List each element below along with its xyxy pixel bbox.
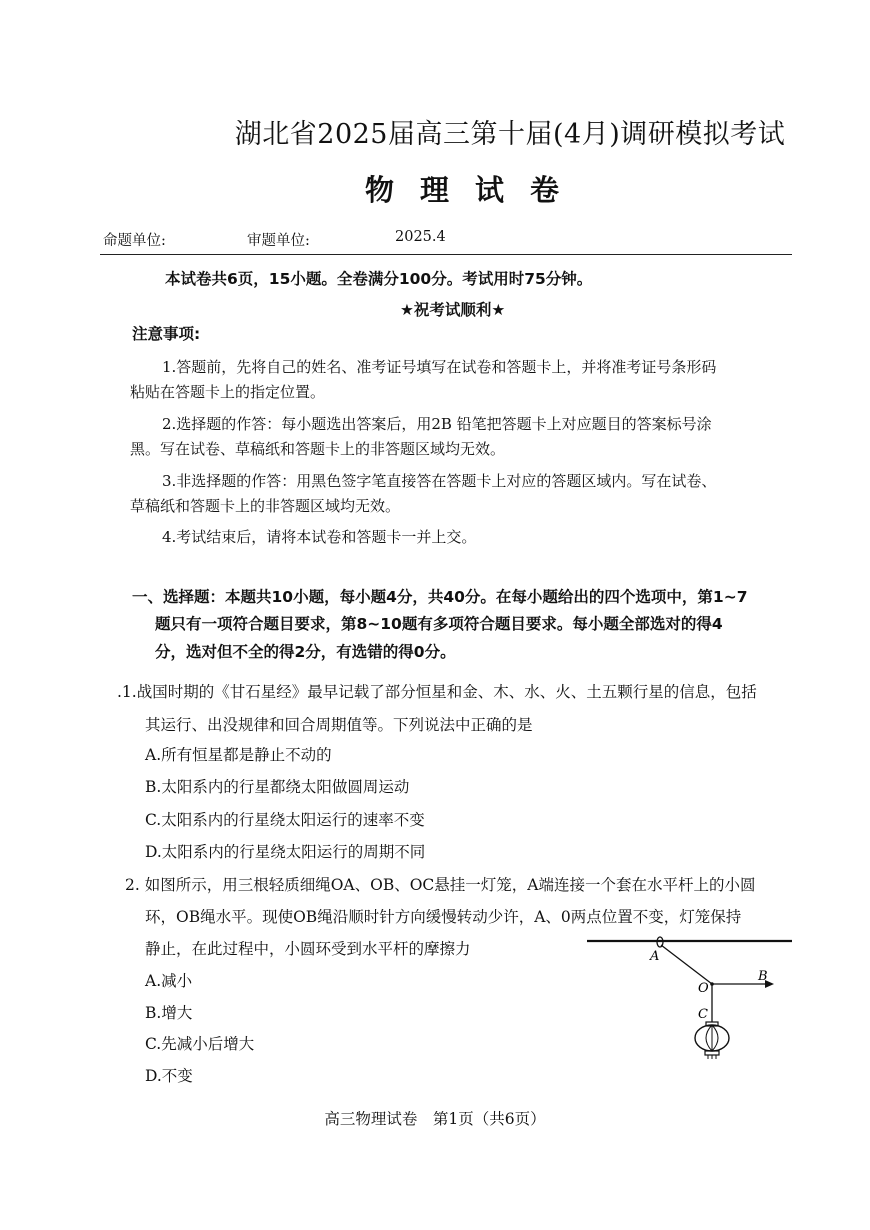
good-luck-line: ★祝考试顺利★ <box>400 301 506 319</box>
page-footer: 高三物理试卷 第1页（共6页） <box>324 1110 546 1128</box>
notice-item-3-line-2: 草稿纸和答题卡上的非答题区域均无效。 <box>130 497 401 515</box>
paper-title: 物理试卷 <box>364 173 585 207</box>
notice-item-2-line-1: 2.选择题的作答：每小题选出答案后，用2B 铅笔把答题卡上对应题目的答案标号涂 <box>162 415 712 433</box>
rope-oa <box>661 945 712 984</box>
section-1-line-2: 题只有一项符合题目要求，第8~10题有多项符合题目要求。每小题全部选对的得4 <box>155 615 723 633</box>
notice-item-3-line-1: 3.非选择题的作答：用黑色签字笔直接答在答题卡上对应的答题区域内。写在试卷、 <box>162 472 717 490</box>
q1-option-c: C.太阳系内的行星绕太阳运行的速率不变 <box>145 811 425 829</box>
label-a: A <box>650 949 660 964</box>
setter-label: 命题单位: <box>103 233 166 249</box>
notice-item-1-line-2: 粘贴在答题卡上的指定位置。 <box>130 383 326 401</box>
knot-o <box>710 982 714 986</box>
notice-item-1-line-1: 1.答题前，先将自己的姓名、准考证号填写在试卷和答题卡上，并将准考证号条形码 <box>162 358 717 376</box>
q1-stem-line-1: .1.战国时期的《甘石星经》最早记载了部分恒星和金、木、水、火、土五颗行星的信息，包括 <box>117 683 757 701</box>
exam-date: 2025.4 <box>395 229 446 245</box>
notice-item-2-line-2: 黑。写在试卷、草稿纸和答题卡上的非答题区域均无效。 <box>130 440 506 458</box>
label-o: O <box>698 981 709 996</box>
label-c: C <box>698 1007 708 1022</box>
q2-option-b: B.增大 <box>145 1004 193 1022</box>
section-1-line-1: 一、选择题：本题共10小题，每小题4分，共40分。在每小题给出的四个选项中，第1~7 <box>132 588 748 606</box>
notice-heading: 注意事项: <box>132 325 201 343</box>
exam-title: 湖北省2025届高三第十届(4月)调研模拟考试 <box>234 119 786 150</box>
reviewer-label: 审题单位: <box>247 233 310 249</box>
q2-stem-line-1: 2. 如图所示，用三根轻质细绳OA、OB、OC悬挂一灯笼，A端连接一个套在水平杆上的小圆 <box>125 876 756 894</box>
q2-stem-line-2: 环，OB绳水平。现使OB绳沿顺时针方向缓慢转动少许，A、0两点位置不变，灯笼保持 <box>145 908 742 926</box>
exam-summary: 本试卷共6页，15小题。全卷满分100分。考试用时75分钟。 <box>165 270 593 288</box>
q2-stem-line-3: 静止，在此过程中，小圆环受到水平杆的摩擦力 <box>145 940 471 958</box>
header-divider <box>100 254 792 255</box>
q2-option-a: A.减小 <box>145 972 193 990</box>
q2-option-c: C.先减小后增大 <box>145 1035 255 1053</box>
q1-option-d: D.太阳系内的行星绕太阳运行的周期不同 <box>145 843 426 861</box>
q1-stem-line-2: 其运行、出没规律和回合周期值等。下列说法中正确的是 <box>145 716 533 734</box>
lantern-icon <box>695 1022 729 1059</box>
q2-option-d: D.不变 <box>145 1067 193 1085</box>
label-b: B <box>758 969 768 984</box>
q1-option-a: A.所有恒星都是静止不动的 <box>145 746 332 764</box>
notice-item-4: 4.考试结束后，请将本试卷和答题卡一并上交。 <box>162 528 477 546</box>
q1-option-b: B.太阳系内的行星都绕太阳做圆周运动 <box>145 778 410 796</box>
section-1-line-3: 分，选对但不全的得2分，有选错的得0分。 <box>155 643 456 661</box>
q2-lantern-figure <box>582 930 802 1060</box>
